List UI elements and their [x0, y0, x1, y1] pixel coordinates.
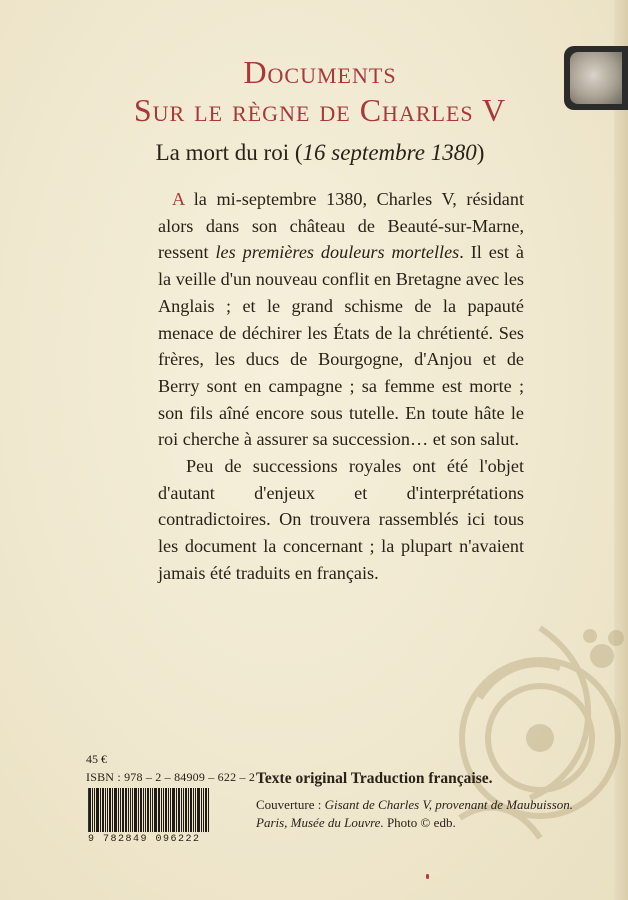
barcode-bar — [172, 788, 175, 832]
subtitle-main: La mort du roi ( — [155, 140, 303, 165]
blurb-p1-text-b: . Il est à la veille d'un nouveau conflit en Bretagne avec les Anglais ; et le grand schisme de la papauté menace de déchirer les États de la chrétienté. Ses frères, les ducs de Bourgogne, d'Anjou et de Berry sont en campagne ; sa femme est morte ; son fils aîné encore sous tutelle. En toute hâte le roi cherche à assurer sa succession… et son salut. — [158, 242, 524, 450]
barcode-bar — [114, 788, 117, 832]
barcode-bar — [134, 788, 137, 832]
barcode-bar — [120, 788, 121, 832]
texte-original-label: Texte original Traduction française. — [256, 770, 493, 787]
barcode-bar — [158, 788, 160, 832]
barcode-bar — [181, 788, 182, 832]
barcode — [88, 788, 211, 832]
barcode-bar — [107, 788, 108, 832]
barcode-bar — [96, 788, 99, 832]
barcode-bar — [138, 788, 139, 832]
blurb-paragraph-2: Peu de successions royales ont été l'objet d'autant d'enjeux et d'interprétations contradictoires. On trouvera rassemblés ici tous les document la concernant ; la plupart n'avaient jamais été traduits en français. — [158, 456, 524, 583]
barcode-bar — [188, 788, 189, 832]
red-mark — [426, 874, 429, 879]
barcode-bar — [203, 788, 204, 832]
drop-cap: A — [172, 189, 185, 209]
barcode-bar — [94, 788, 95, 832]
barcode-bar — [128, 788, 129, 832]
barcode-bar — [145, 788, 146, 832]
blurb-p1-italic: les premières douleurs mortelles — [215, 242, 460, 263]
barcode-bar — [132, 788, 133, 832]
barcode-bar — [197, 788, 200, 832]
title-line-2: Sur le règne de Charles V — [133, 92, 507, 128]
barcode-bar — [152, 788, 153, 832]
barcode-bar — [109, 788, 111, 832]
barcode-bar — [195, 788, 196, 832]
barcode-bar — [176, 788, 177, 832]
couverture-description: Gisant de Charles V, provenant de Maubuisson. Paris, Musée du Louvre. — [256, 797, 574, 830]
barcode-bar — [154, 788, 157, 832]
barcode-bar — [205, 788, 207, 832]
barcode-bar — [125, 788, 127, 832]
subtitle-date: 16 septembre 1380 — [302, 140, 477, 165]
barcode-bar — [122, 788, 124, 832]
barcode-bar — [105, 788, 106, 832]
barcode-bar — [163, 788, 164, 832]
couverture-label: Couverture : — [256, 797, 325, 812]
barcode-bar — [208, 788, 209, 832]
barcode-bar — [165, 788, 167, 832]
cover-credit — [256, 796, 576, 832]
barcode-bar — [161, 788, 162, 832]
barcode-bar — [193, 788, 194, 832]
barcode-bar — [170, 788, 171, 832]
barcode-bar — [140, 788, 142, 832]
barcode-bar — [143, 788, 144, 832]
barcode-bar — [102, 788, 104, 832]
barcode-bar — [147, 788, 149, 832]
barcode-bar — [100, 788, 101, 832]
barcode-bar — [150, 788, 151, 832]
photo-credit: Photo © edb. — [383, 815, 456, 830]
price: 45 € — [86, 752, 107, 766]
barcode-bar — [89, 788, 91, 832]
title-line-1: Documents — [243, 54, 397, 90]
barcode-bar — [178, 788, 180, 832]
barcode-bar — [183, 788, 184, 832]
barcode-bar — [112, 788, 113, 832]
gisant-thumbnail-icon — [570, 52, 622, 104]
barcode-bar — [130, 788, 131, 832]
barcode-bar — [201, 788, 202, 832]
isbn: ISBN : 978 – 2 – 84909 – 622 – 2 — [86, 770, 256, 784]
barcode-digits: 9 782849 096222 — [88, 834, 201, 845]
subtitle-close: ) — [476, 140, 485, 165]
barcode-bar — [185, 788, 187, 832]
barcode-bar — [118, 788, 119, 832]
subtitle — [80, 138, 560, 168]
blurb-p1-text-a: la mi-septembre 1380, Charles V, résidant alors dans son château de Beauté-sur-Marne, ressent — [158, 189, 524, 263]
blurb — [158, 186, 524, 587]
barcode-bar — [92, 788, 93, 832]
blurb-paragraph-1 — [158, 186, 524, 453]
barcode-bar — [190, 788, 192, 832]
barcode-bar — [168, 788, 169, 832]
